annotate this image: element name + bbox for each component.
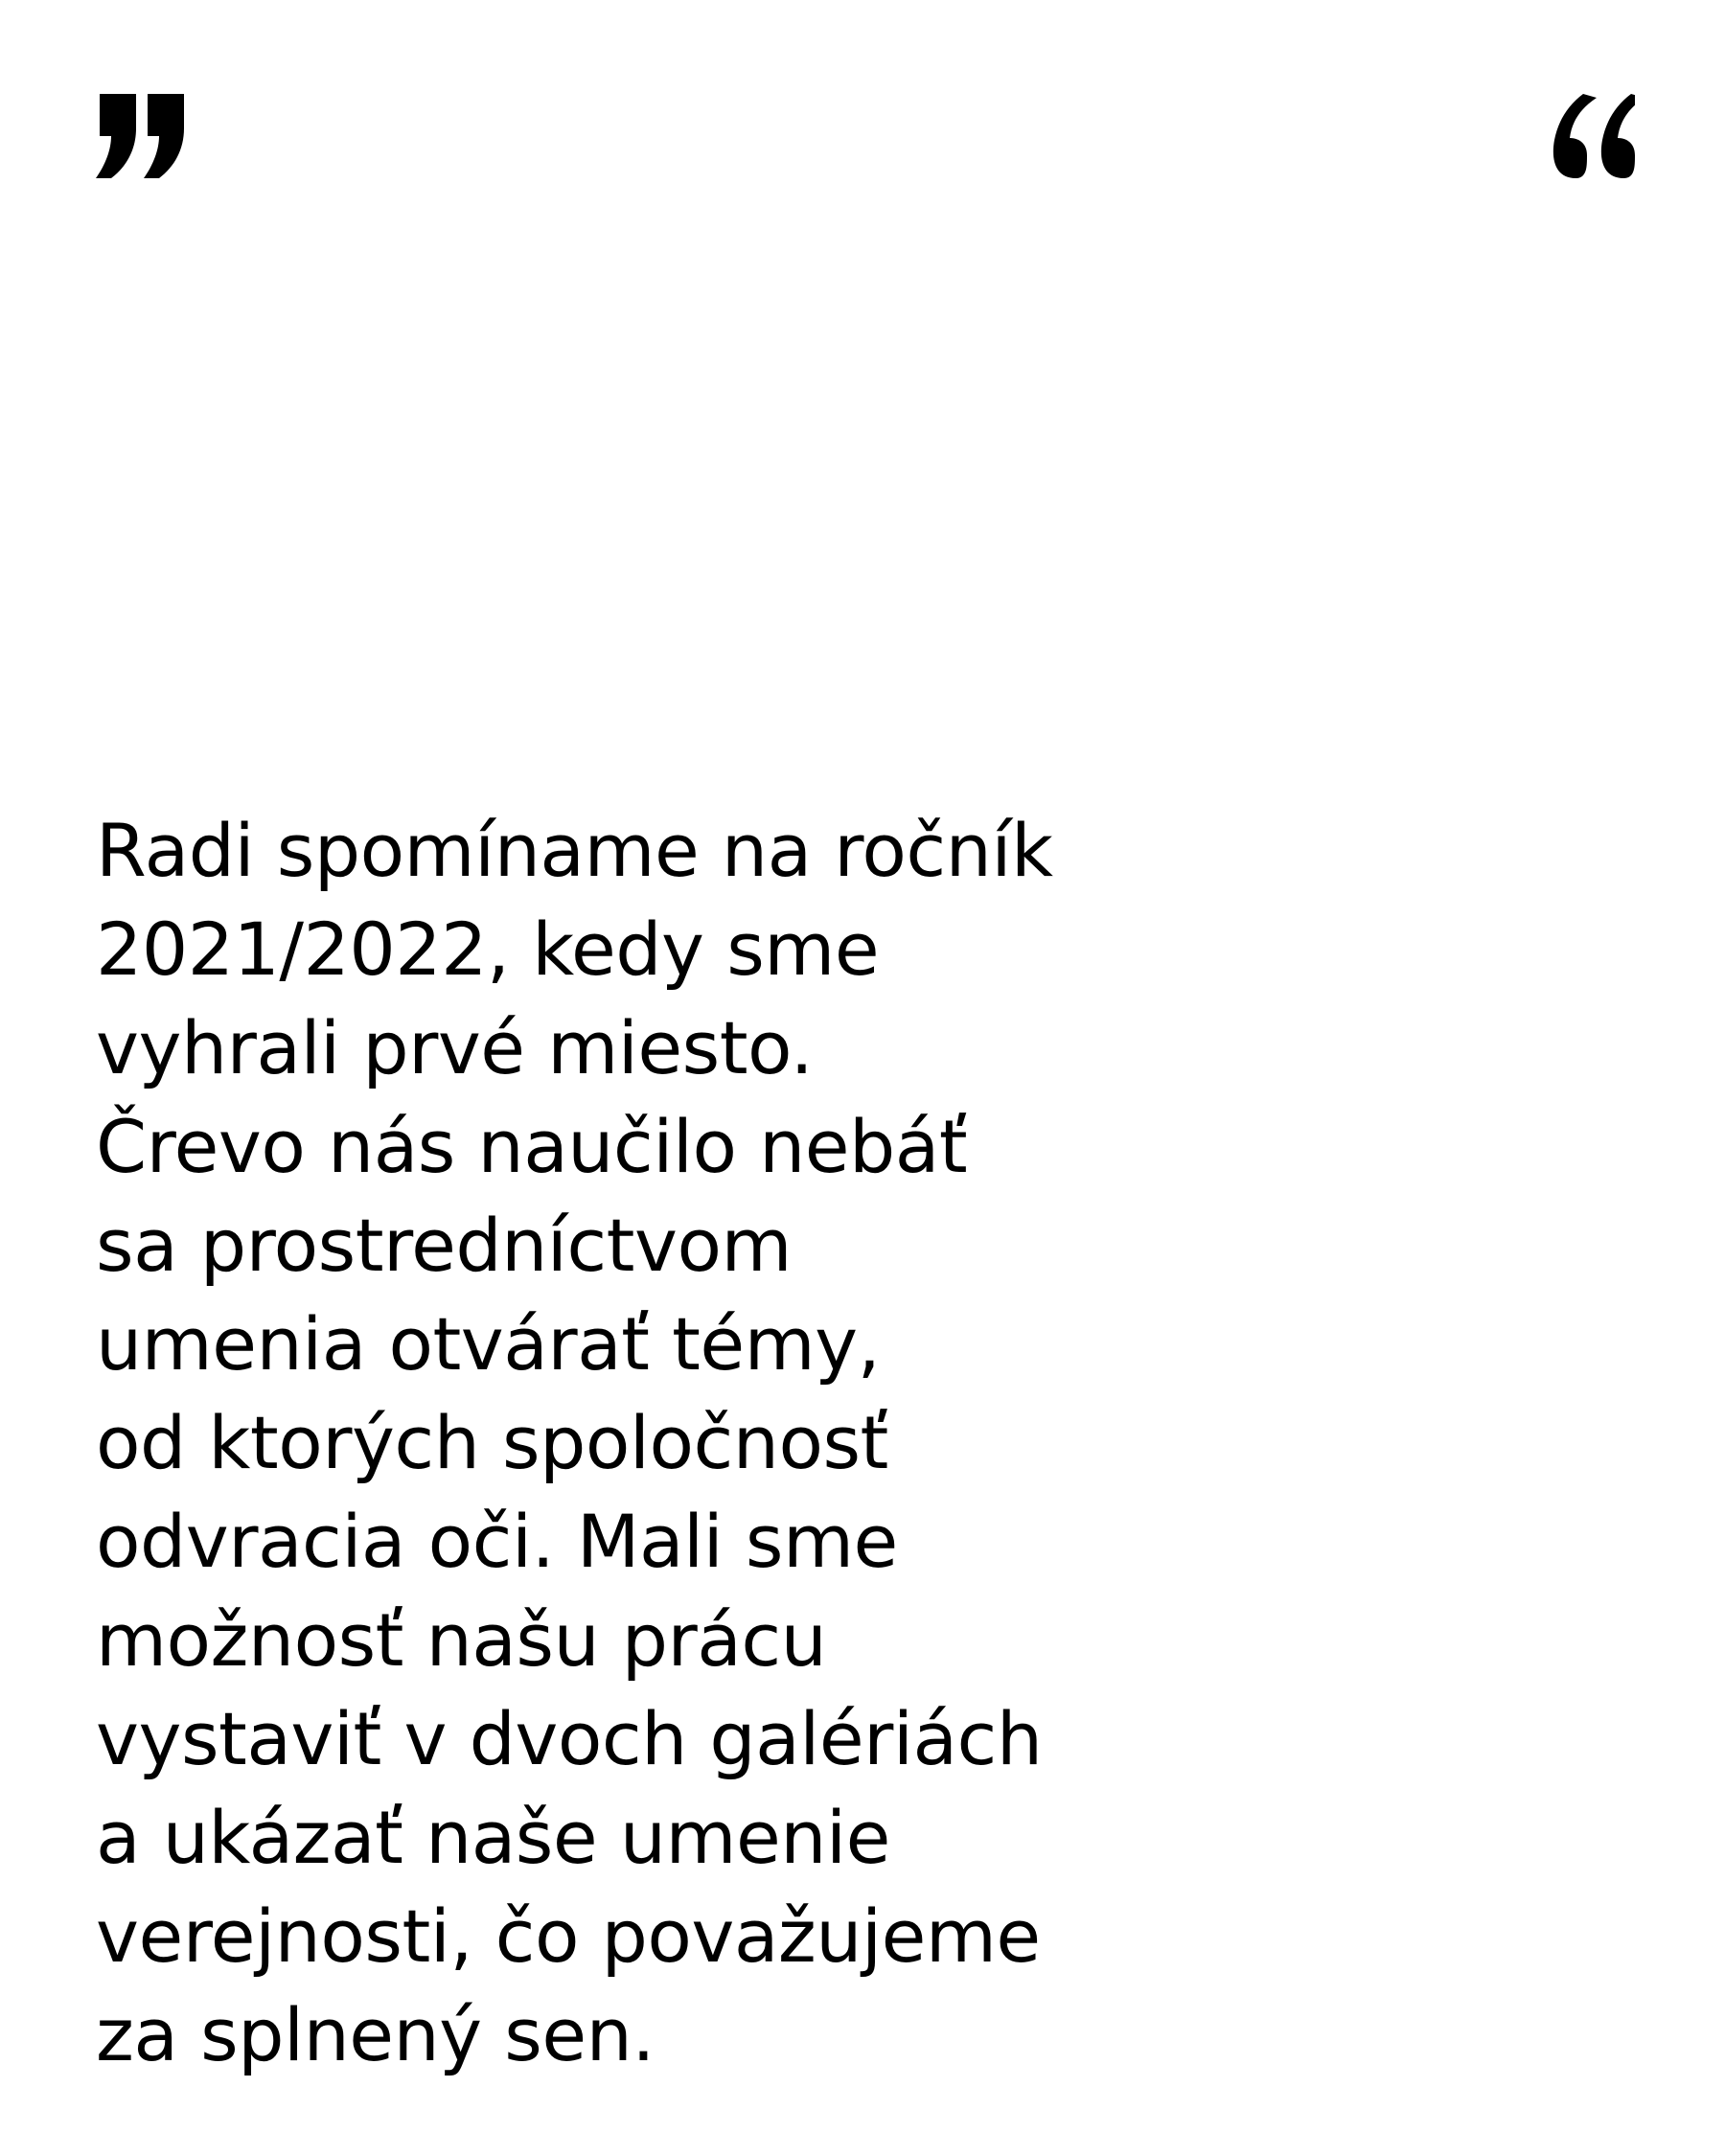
quote-line: verejnosti, čo považujeme <box>96 1893 1041 1979</box>
quote-line: Radi spomíname na ročník <box>96 808 1053 893</box>
quote-line: od ktorých spoločnosť <box>96 1400 888 1485</box>
quote-close-icon <box>1543 94 1635 178</box>
quote-line: 2021/2022, kedy sme <box>96 906 880 992</box>
quote-line: možnosť našu prácu <box>96 1597 827 1683</box>
quote-line: vystaviť v dvoch galériách <box>96 1696 1043 1781</box>
quote-line: a ukázať naše umenie <box>96 1795 890 1880</box>
quote-line: umenia otvárať témy, <box>96 1301 881 1387</box>
quote-line: sa prostredníctvom <box>96 1203 792 1288</box>
quote-line: vyhrali prvé miesto. <box>96 1005 814 1090</box>
quote-open-icon <box>96 94 188 178</box>
quote-line: odvracia oči. Mali sme <box>96 1499 898 1584</box>
quote-text <box>96 801 1102 2084</box>
quote-line: Črevo nás naučilo nebáť <box>96 1104 968 1189</box>
quote-line: za splnený sen. <box>96 1992 655 2077</box>
